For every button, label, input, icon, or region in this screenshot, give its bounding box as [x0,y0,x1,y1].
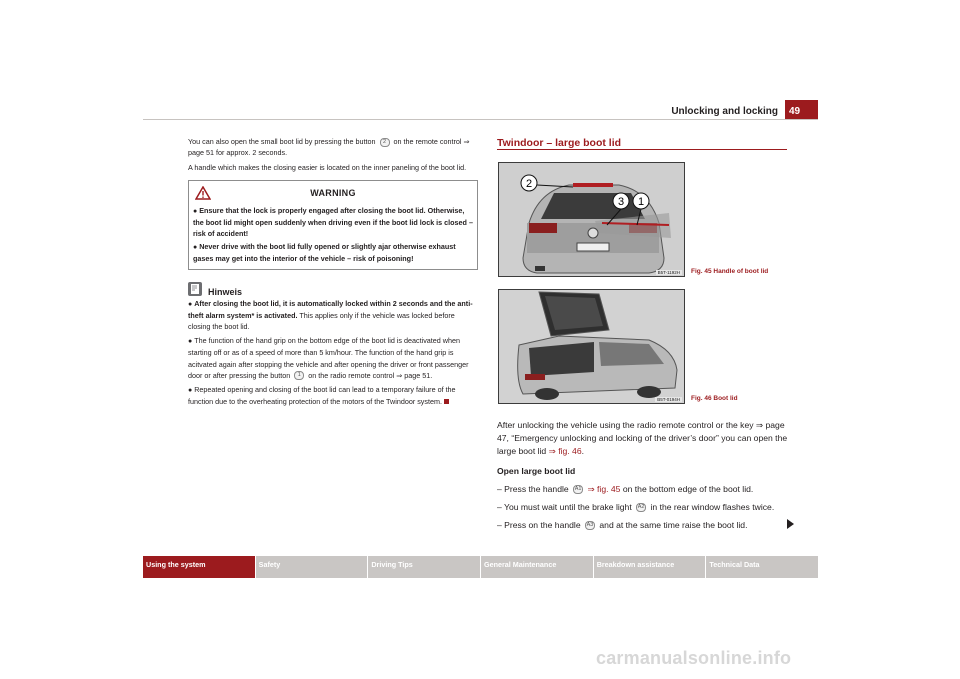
figure-boot-lid [498,289,685,404]
callout-2: 2 [525,178,533,190]
nav-tab-driving-tips[interactable]: Driving Tips [368,556,480,578]
figure-handle-of-boot-lid [498,162,685,277]
button-2-symbol: 2 [380,138,390,147]
button-1-symbol: 1 [294,371,304,380]
warning-item: ● Ensure that the lock is properly engaged after closing the boot lid. Otherwise, the boot lid might open suddenly when driving even if the boot lid lock is closed – risk of accident! [193,205,473,239]
header-divider [143,119,818,120]
nav-tab-breakdown-assistance[interactable]: Breakdown assistance [594,556,706,578]
note-item: ● Repeated opening and closing of the boot lid can lead to a temporary failure of the function due to the overheating protection of the motors of the Twindoor system. [188,385,456,407]
callout-1: 1 [637,196,645,208]
subheading-open-boot-lid: Open large boot lid [497,466,576,477]
warning-title: WARNING [310,187,356,198]
watermark: carmanualsonline.info [596,648,792,668]
nav-tab-general-maintenance[interactable]: General Maintenance [481,556,593,578]
section-divider [497,149,787,150]
left-column [188,136,478,410]
step-3: – Press on the handle A3 and at the same time raise the boot lid. [497,519,748,530]
warning-box [188,180,478,270]
next-page-arrow-icon[interactable] [787,519,794,529]
nav-tab-safety[interactable]: Safety [256,556,368,578]
intro-paragraph: After unlocking the vehicle using the radio remote control or the key ⇒ page 47, “Emergency unlocking and locking of the driver’s door” you can open the large boot lid ⇒ fig. 46. [497,420,788,456]
fig-45-link[interactable]: ⇒ fig. 45 [587,484,621,495]
note-header [188,280,478,298]
step-2: – You must wait until the brake light A2 in the rear window flashes twice. [497,501,775,512]
page-number: 49 [785,100,818,119]
note-title: Hinweis [208,286,243,297]
fig-46-link[interactable]: ⇒ fig. 46 [548,445,582,456]
warning-item: ● Never drive with the boot lid fully opened or slightly ajar otherwise exhaust gases may get into the interior of the vehicle – risk of poisoning! [193,242,456,264]
note-icon [188,282,202,296]
figure-caption-45: Fig. 45 Handle of boot lid [691,268,769,275]
figure-code: B5T-0194H [657,397,680,402]
section-title: Twindoor – large boot lid [497,137,622,149]
handle-a1-symbol: A1 [574,486,582,493]
brake-light-a2-symbol: A2 [637,504,645,511]
chapter-title: Unlocking and locking [671,106,778,117]
car-open-boot-illustration [499,290,685,404]
handle-a3-symbol: A3 [586,522,594,529]
bottom-navigation [143,556,818,578]
nav-tab-using-the-system[interactable]: Using the system [143,556,255,578]
callout-3: 3 [617,196,625,208]
nav-tab-technical-data[interactable]: Technical Data [706,556,818,578]
figure-caption-46: Fig. 46 Boot lid [691,395,738,402]
figure-code: B5T-1192H [657,270,680,275]
car-rear-illustration [499,163,685,277]
note-item: ● After closing the boot lid, it is automatically locked within 2 seconds and the anti-theft alarm system* is activated. This applies only if the vehicle was locked before closing the boot lid. [188,298,473,332]
step-1: – Press the handle A1 ⇒ fig. 45 on the bottom edge of the boot lid. [497,484,754,495]
paragraph-handle: A handle which makes the closing easier is located on the inner paneling of the boot lid. [188,163,467,173]
section-end-marker [444,399,449,404]
paragraph-small-boot-lid: You can also open the small boot lid by pressing the button 2 on the remote control ⇒ page 51 for approx. 2 seconds. [188,137,470,158]
note-item: ● The function of the hand grip on the bottom edge of the boot lid is deactivated when starting off or as of a speed of more than 5 km/hour. The function of the hand grip is acitvated again after stopping the vehicle and after opening the driver or front passenger door or after pressing the button 1 on the radio remote control ⇒ page 51. [188,336,469,380]
right-column [497,419,797,532]
